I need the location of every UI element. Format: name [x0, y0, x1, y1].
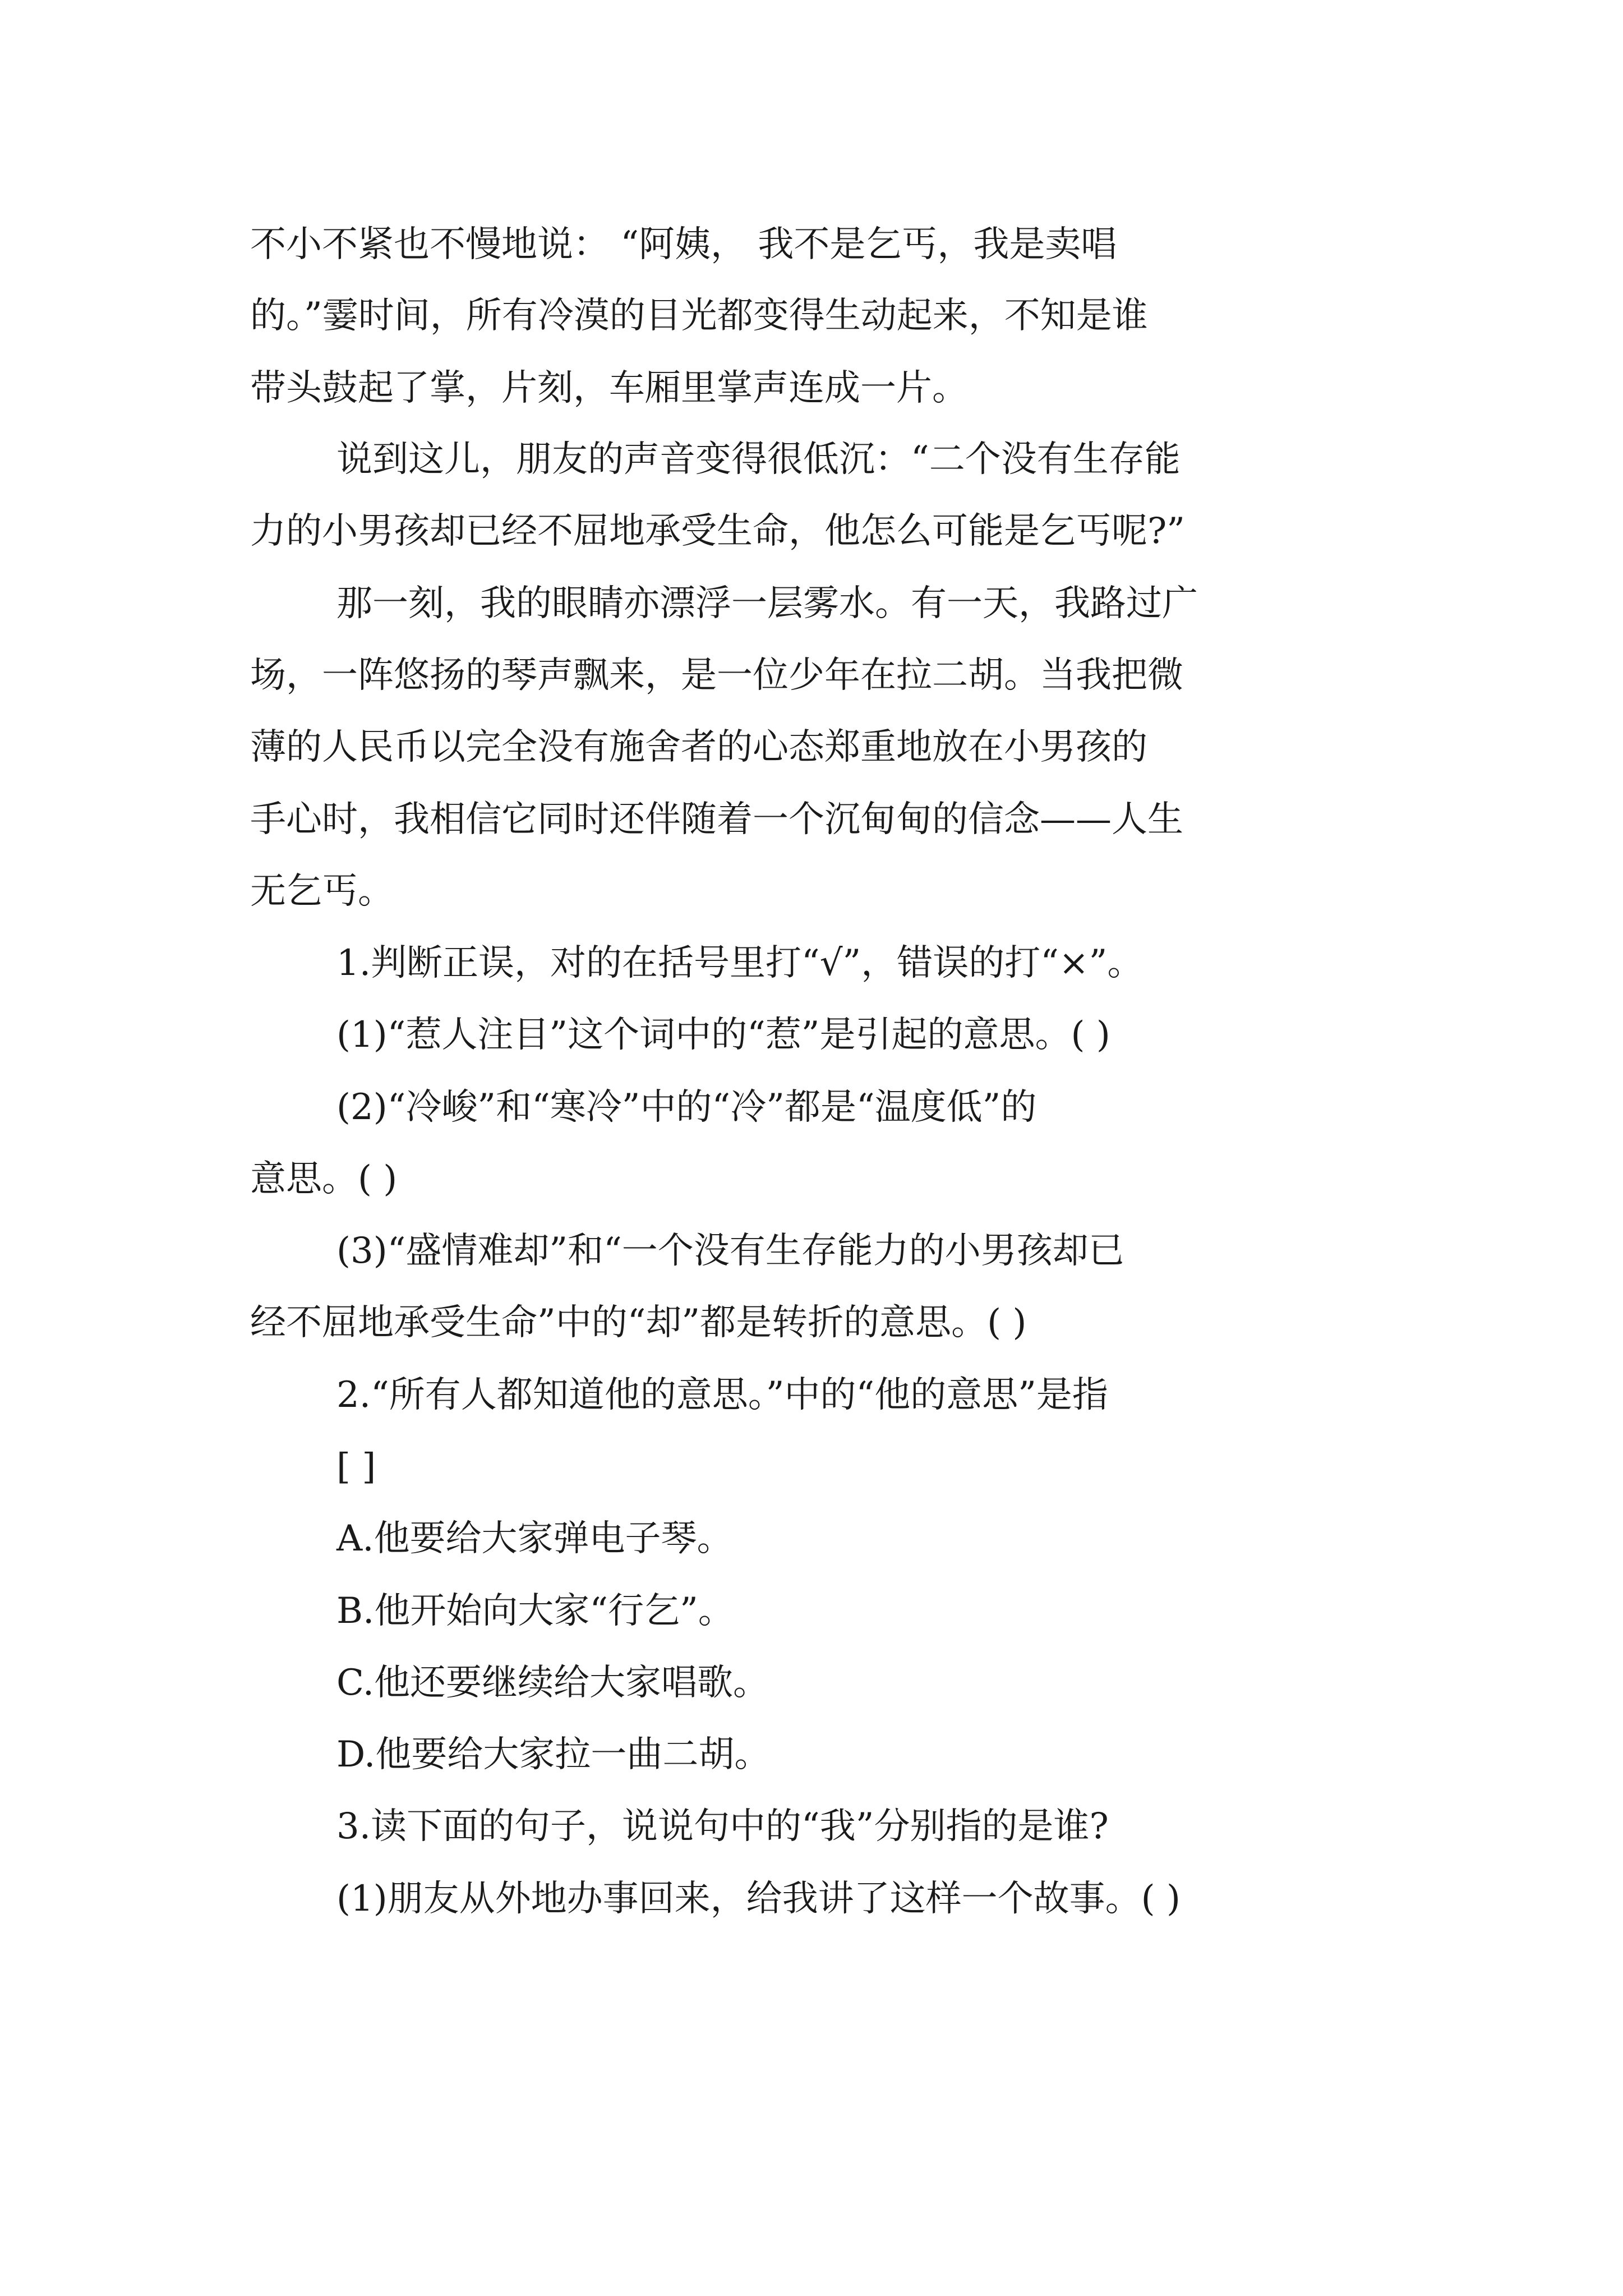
- question-1-heading: 1.判断正误，对的在括号里打“√”，错误的打“×”。: [336, 942, 1144, 984]
- question-1-item-3-cont: 经不屈地承受生命”中的“却”都是转折的意思。( ): [250, 1302, 1027, 1343]
- question-2-answer-bracket: [ ]: [336, 1446, 376, 1488]
- text-line: 不小不紧也不慢地说： “阿姨， 我不是乞丐，我是卖唱: [250, 224, 1117, 265]
- text-line: 说到这儿，朋友的声音变得很低沉：“二个没有生存能: [336, 439, 1181, 480]
- question-2-option-a: A.他要给大家弹电子琴。: [336, 1518, 733, 1559]
- question-3-item-1: (1)朋友从外地办事回来，给我讲了这样一个故事。( ): [336, 1878, 1181, 1920]
- text-line: 薄的人民币以完全没有施舍者的心态郑重地放在小男孩的: [250, 726, 1147, 768]
- question-2-option-d: D.他要给大家拉一曲二胡。: [336, 1734, 771, 1775]
- text-line: 带头鼓起了掌，片刻，车厢里掌声连成一片。: [250, 367, 968, 409]
- text-line: 无乞丐。: [250, 871, 394, 912]
- question-1-item-2: (2)“冷峻”和“寒冷”中的“冷”都是“温度低”的: [336, 1087, 1037, 1128]
- text-line: 场，一阵悠扬的琴声飘来，是一位少年在拉二胡。当我把微: [250, 655, 1183, 696]
- text-line: 的。”霎时间，所有冷漠的目光都变得生动起来，不知是谁: [250, 295, 1148, 337]
- text-line: 手心时，我相信它同时还伴随着一个沉甸甸的信念——人生: [250, 799, 1183, 840]
- question-2-heading: 2.“所有人都知道他的意思。”中的“他的意思”是指: [336, 1374, 1108, 1416]
- question-1-item-1: (1)“惹人注目”这个词中的“惹”是引起的意思。( ): [336, 1014, 1110, 1056]
- question-2-option-c: C.他还要继续给大家唱歌。: [336, 1662, 769, 1704]
- text-line: 力的小男孩却已经不屈地承受生命，他怎么可能是乞丐呢?”: [250, 510, 1186, 552]
- text-line: 那一刻，我的眼睛亦漂浮一层雾水。有一天，我路过广: [336, 583, 1198, 624]
- question-2-option-b: B.他开始向大家“行乞”。: [336, 1590, 734, 1632]
- question-1-item-2-cont: 意思。( ): [250, 1158, 398, 1200]
- question-3-heading: 3.读下面的句子，说说句中的“我”分别指的是谁?: [336, 1806, 1109, 1847]
- question-1-item-3: (3)“盛情难却”和“一个没有生存能力的小男孩却已: [336, 1230, 1124, 1272]
